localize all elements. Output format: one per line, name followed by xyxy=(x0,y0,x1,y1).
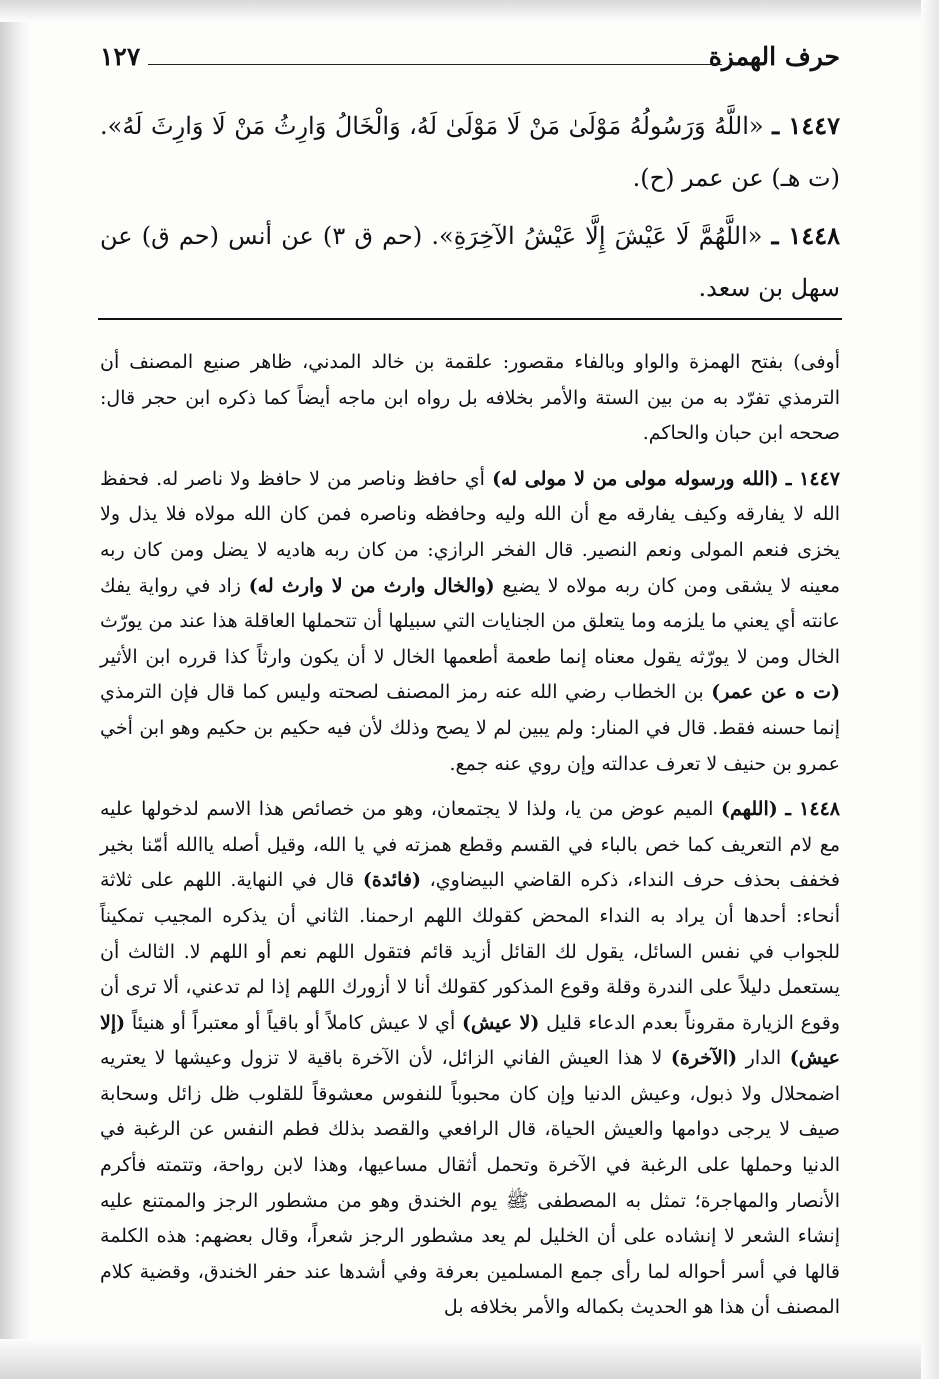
running-header xyxy=(100,40,840,76)
commentary-text: أي لا عيش كاملاً أو باقياً أو معتبراً أو هنيئاً xyxy=(131,1011,456,1034)
commentary-1447 xyxy=(100,462,840,782)
commentary-text: بن الخطاب رضي الله عنه رمز المصنف لصحته وليس كما قال فإن الترمذي إنما حسنه فقط. قال في المنار: ولم يبين لم لا يصح وذلك لأن فيه حكيم بن حكيم وهو ابن أخي عمرو بن حنيف لا تعرف عدالته وإن روي عنه جمع. xyxy=(100,681,840,775)
scan-edge-right xyxy=(921,0,939,1379)
commentary-lemma: (الله ورسوله مولى من لا مولى له) xyxy=(492,467,779,490)
commentary-1448 xyxy=(100,792,840,1326)
commentary-lemma: (لا عيش) xyxy=(461,1011,540,1034)
commentary-number: ١٤٤٨ ـ xyxy=(785,798,840,821)
commentary-text: الدار xyxy=(745,1047,782,1070)
hadith-matn: «اللَّهُمَّ لَا عَيْشَ إِلَّا عَيْشُ الآخِرَةِ». xyxy=(431,222,763,250)
commentary-text: لا هذا العيش الفاني الزائل، لأن الآخرة باقية لا تزول وعيشها لا يعتريه اضمحلال ولا ذبول، وعيش الدنيا وإن كان محبوباً للنفوس معشوقاً للقلوب ظل زائل وسحابة صيف لا يرجى دوامها والعيش الحياة، قال الرافعي والقصد بذلك فطم النفس عن الرغبة في الدنيا وحملها على الرغبة في الآخرة وتحمل أثقال مساعيها، وهذا لابن رواحة، وتتمته فأكرم الأنصار والمهاجرة؛ تمثل به المصطفى ﷺ يوم الخندق وهو من مشطور الرجز والممتنع عليه إنشاء الشعر لا إنشاده على أن الخليل لم يعد مشطور الرجز شعراً، وقال بعضهم: هذه الكلمة قالها في أسر أحواله لما رأى جمع المسلمين بعرفة وفي أشدها عند حفر الخندق، وقضية كلام المصنف أن هذا هو الحديث بكماله والأمر بخلافه بل xyxy=(100,1047,840,1319)
hadith-number: ١٤٤٨ ـ xyxy=(771,221,840,250)
commentary-lemma: (الآخرة) xyxy=(670,1047,738,1070)
commentary-lemma: (ت ه عن عمر) xyxy=(711,681,840,704)
scan-edge-top xyxy=(0,0,939,22)
commentary-intro: أوفى) بفتح الهمزة والواو وبالفاء مقصور: علقمة بن خالد المدني، ظاهر صنيع المصنف أن الترمذي تفرّد به من بين الستة والأمر بخلافه بل رواه ابن ماجه أيضاً كما ذكره ابن حجر قال: صححه ابن حبان والحاكم. xyxy=(100,351,840,445)
commentary-lemma: (فائدة) xyxy=(362,869,421,892)
commentary-text: الميم عوض من يا، ولذا لا يجتمعان، وهو من خصائص هذا الاسم لدخولها عليه مع لام التعريف كما خص بالباء في القسم وقطع همزته في يا الله، وقيل أصله ياالله أمّنا بخير فخفف بحذف حرف النداء، ذكره القاضي البيضاوي، xyxy=(100,798,840,892)
commentary-text: قال في النهاية. اللهم على ثلاثة أنحاء: أحدها أن يراد به النداء المحض كقولك اللهم ارحمنا. الثاني أن يذكره المجيب تمكيناً للجواب في نفس السائل، يقول لك القائل أزيد قائم فتقول اللهم نعم أو اللهم لا. الثالث أن يستعمل دليلاً على الندرة وقلة وقوع المذكور كقولك أنا لا أزورك اللهم إذا لم تدعني، ألا ترى أن وقوع الزيارة مقروناً بعدم الدعاء قليل xyxy=(100,869,840,1034)
commentary-lemma: (إلا عيش) xyxy=(100,1011,840,1070)
hadith-source: (ت هـ) عن عمر (ح). xyxy=(632,164,840,192)
hadith-text-block xyxy=(100,100,840,320)
header-rule xyxy=(148,64,722,65)
commentary-number: ١٤٤٧ ـ xyxy=(785,467,840,490)
hadith-1447 xyxy=(100,100,840,204)
hadith-source: (حم ق ٣) عن أنس (حم ق) عن سهل بن سعد. xyxy=(100,222,840,302)
scan-edge-bottom xyxy=(0,1339,939,1379)
commentary-lemma: (اللهم) xyxy=(721,798,778,821)
footnote-divider xyxy=(98,318,842,320)
chapter-title: حرف الهمزة xyxy=(708,42,840,71)
commentary-text: أي حافظ وناصر من لا حافظ ولا ناصر له. فحفظ الله لا يفارقه وكيف يفارقه مع أن الله وليه وحافظه وناصره فمن كان الله مولاه فلا يذل ولا يخزى فنعم المولى ونعم النصير. قال الفخر الرازي: من كان ربه هاديه لا يضل ومن كان ربه معينه لا يشقى ومن كان ربه مولاه لا يضيع xyxy=(100,467,841,597)
hadith-number: ١٤٤٧ ـ xyxy=(772,111,840,140)
page-number: ١٢٧ xyxy=(100,42,141,71)
commentary-block xyxy=(100,345,840,1336)
scan-edge-left xyxy=(0,0,30,1379)
hadith-matn: «اللَّهُ وَرَسُولُهُ مَوْلَىٰ مَنْ لَا مَوْلَىٰ لَهُ، وَالْخَالُ وَارِثُ مَنْ لَا وَارِثَ لَهُ». xyxy=(100,112,764,140)
commentary-text: زاد في رواية يفك عانته أي يعني ما يلزمه وما يتعلق من الجنايات التي سبيلها أن تتحملها العاقلة هذا عند من يورّث الخال ومن لا يورّثه يقول معناه إنما طعمة أطعمها الخال لا أن يكون وارثاً كذا قرره ابن الأثير xyxy=(100,574,840,668)
hadith-1448 xyxy=(100,210,840,314)
commentary-lemma: (والخال وارث من لا وارث له) xyxy=(248,574,495,597)
